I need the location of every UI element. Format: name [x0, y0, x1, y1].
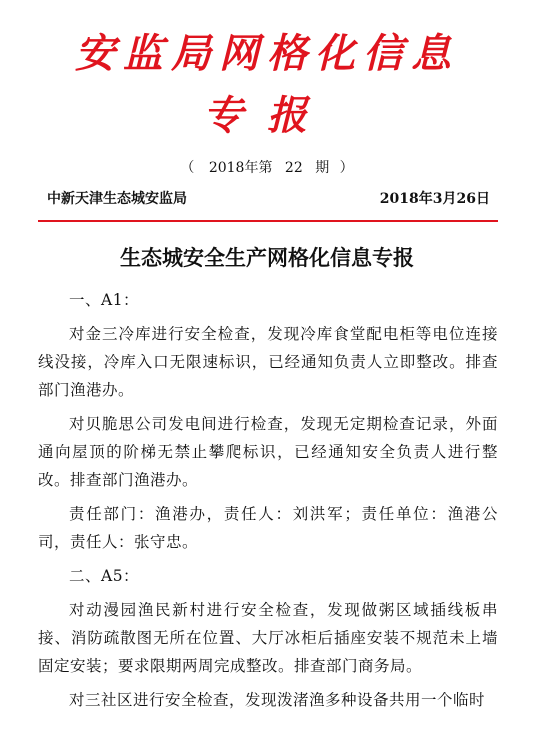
- document-title: 生态城安全生产网格化信息专报: [120, 245, 414, 270]
- issue-close-paren: ）: [339, 160, 354, 176]
- masthead-title: 安监局网格化信息: [75, 30, 459, 77]
- section-heading-a5: 二、A5：: [69, 567, 140, 585]
- paragraph-a1-beicuisi: 对贝脆思公司发电间进行检查，发现无定期检查记录，外面通向屋顶的阶梯无禁止攀爬标识，已经通知安全负责人进行整改。排查部门渔港办。: [38, 415, 498, 489]
- paragraph-a5-dongman: 对动漫园渔民新村进行安全检查，发现做粥区域插线板串接、消防疏散图无所在位置、大厅冰柜后插座安装不规范未上墙固定安装；要求限期两周完成整改。排查部门商务局。: [38, 601, 498, 675]
- issuer-name: 中新天津生态城安监局: [47, 191, 187, 207]
- red-divider: [38, 220, 498, 222]
- issue-date: 2018年3月26日: [379, 191, 490, 207]
- issue-open-paren: （: [180, 160, 195, 176]
- issue-suffix: 期: [315, 160, 330, 176]
- issuer-date-row: [47, 190, 490, 208]
- issue-number: 22: [284, 160, 303, 176]
- issue-year: 2018年第: [208, 160, 273, 176]
- paragraph-a1-jinsan: 对金三冷库进行安全检查，发现冷库食堂配电柜等电位连接线没接，冷库入口无限速标识，已经通知负责人立即整改。排查部门渔港办。: [38, 325, 498, 399]
- document-body: [38, 286, 498, 720]
- paragraph-a1-responsibility: 责任部门：渔港办，责任人：刘洪军；责任单位：渔港公司，责任人：张守忠。: [38, 505, 498, 551]
- masthead-subtitle: 专报: [203, 92, 331, 139]
- section-heading-a1: 一、A1：: [69, 291, 140, 309]
- issue-number-line: [0, 160, 534, 176]
- paragraph-a5-sanshequ: 对三社区进行安全检查，发现泼渚渔多种设备共用一个临时: [69, 691, 486, 709]
